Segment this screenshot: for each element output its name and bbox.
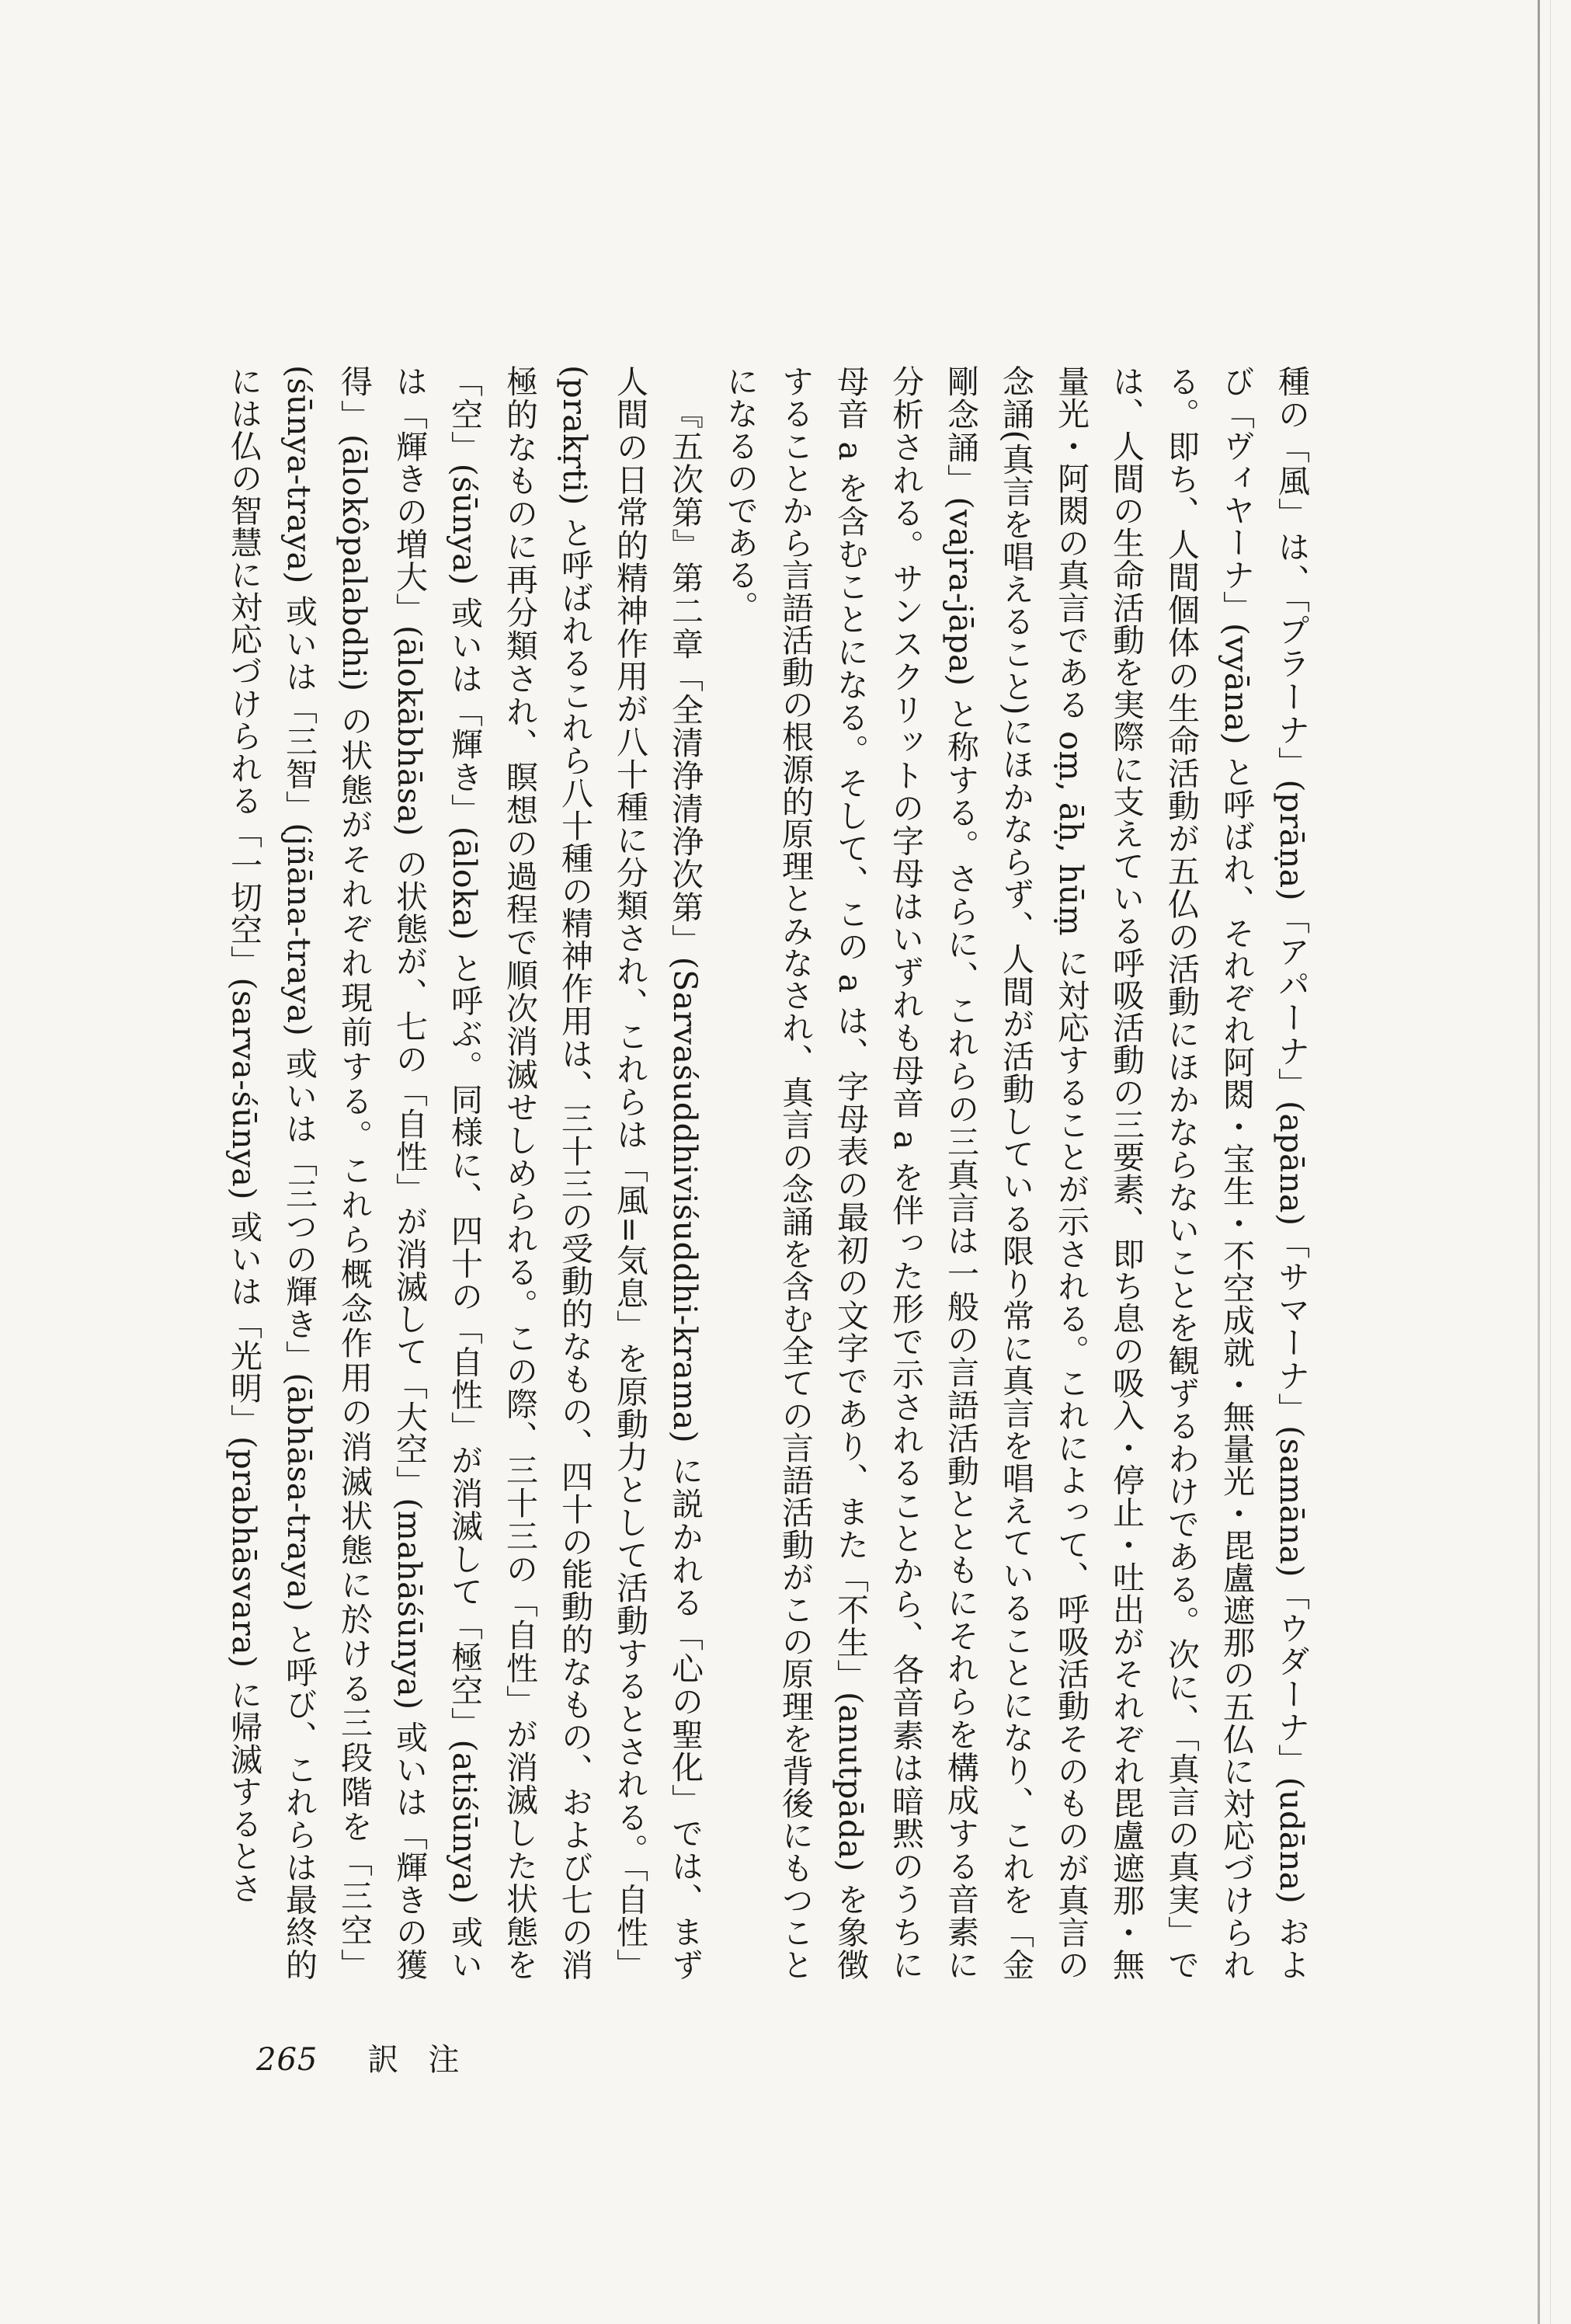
running-head: 訳注 — [367, 2042, 489, 2078]
page-edge-shadow — [1538, 0, 1540, 2324]
page-number: 265 — [256, 2042, 318, 2078]
page-edge-line — [1550, 0, 1551, 2324]
page-footer — [256, 2035, 488, 2079]
body-text — [225, 365, 1319, 1981]
paragraph-five-winds: 種の「風」は、「プラーナ」(prāṇa)「アパーナ」(apāna)「サマーナ」(samāna)「ウダーナ」(udāna) および「ヴィヤーナ」(vyāna) と呼ばれ、それぞれ阿閦・宝生・不空成就・無量光・毘盧遮那の五仏に対応づけられる。即ち、人間個体の生命活動が五仏の活動にほかならないことを観ずるわけである。次に、「真言の真実」では、人間の生命活動を実際に支えている呼吸活動の三要素、即ち息の吸入・停止・吐出がそれぞれ毘盧遮那・無量光・阿閦の真言である oṃ, āḥ, hūṃ に対応することが示される。これによって、呼吸活動そのものが真言の念誦(真言を唱えること)にほかならず、人間が活動している限り常に真言を唱えていることになり、これを「金剛念誦」(vajra-jāpa) と称する。さらに、これらの三真言は一般の言語活動とともにそれらを構成する音素に分析される。サンスクリットの字母はいずれも母音 a を伴った形で示されることから、各音素は暗黙のうちに母音 a を含むことになる。そして、この a は、字母表の最初の文字であり、また「不生」(anutpāda) を象徴することから言語活動の根源的原理とみなされ、真言の念誦を含む全ての言語活動がこの原理を背後にもつことになるのである。 — [721, 365, 1310, 1981]
paragraph-five-stages: 『五次第』第二章「全清浄清浄次第」(Sarvaśuddhiviśuddhi-krama) に説かれる「心の聖化」では、まず人間の日常的精神作用が八十種に分類され、これらは「風=気息」を原動力として活動するとされる。「自性」(prakṛti) と呼ばれるこれら八十種の精神作用は、三十三の受動的なもの、四十の能動的なもの、および七の消極的なものに再分類され、瞑想の過程で順次消滅せしめられる。この際、三十三の「自性」が消滅した状態を「空」(śūnya) 或いは「輝き」(āloka) と呼ぶ。同様に、四十の「自性」が消滅して「極空」(atiśūnya) 或いは「輝きの増大」(ālokābhāsa) の状態が、七の「自性」が消滅して「大空」(mahāśūnya) 或いは「輝きの獲得」(ālokôpalabdhi) の状態がそれぞれ現前する。これら概念作用の消滅状態に於ける三段階を「三空」(śūnya-traya) 或いは「三智」(jñāna-traya) 或いは「三つの輝き」(ābhāsa-traya) と呼び、これらは最終的には仏の智慧に対応づけられる「一切空」(sarva-śūnya) 或いは「光明」(prabhāsvara) に帰滅するとさ — [225, 365, 704, 1981]
